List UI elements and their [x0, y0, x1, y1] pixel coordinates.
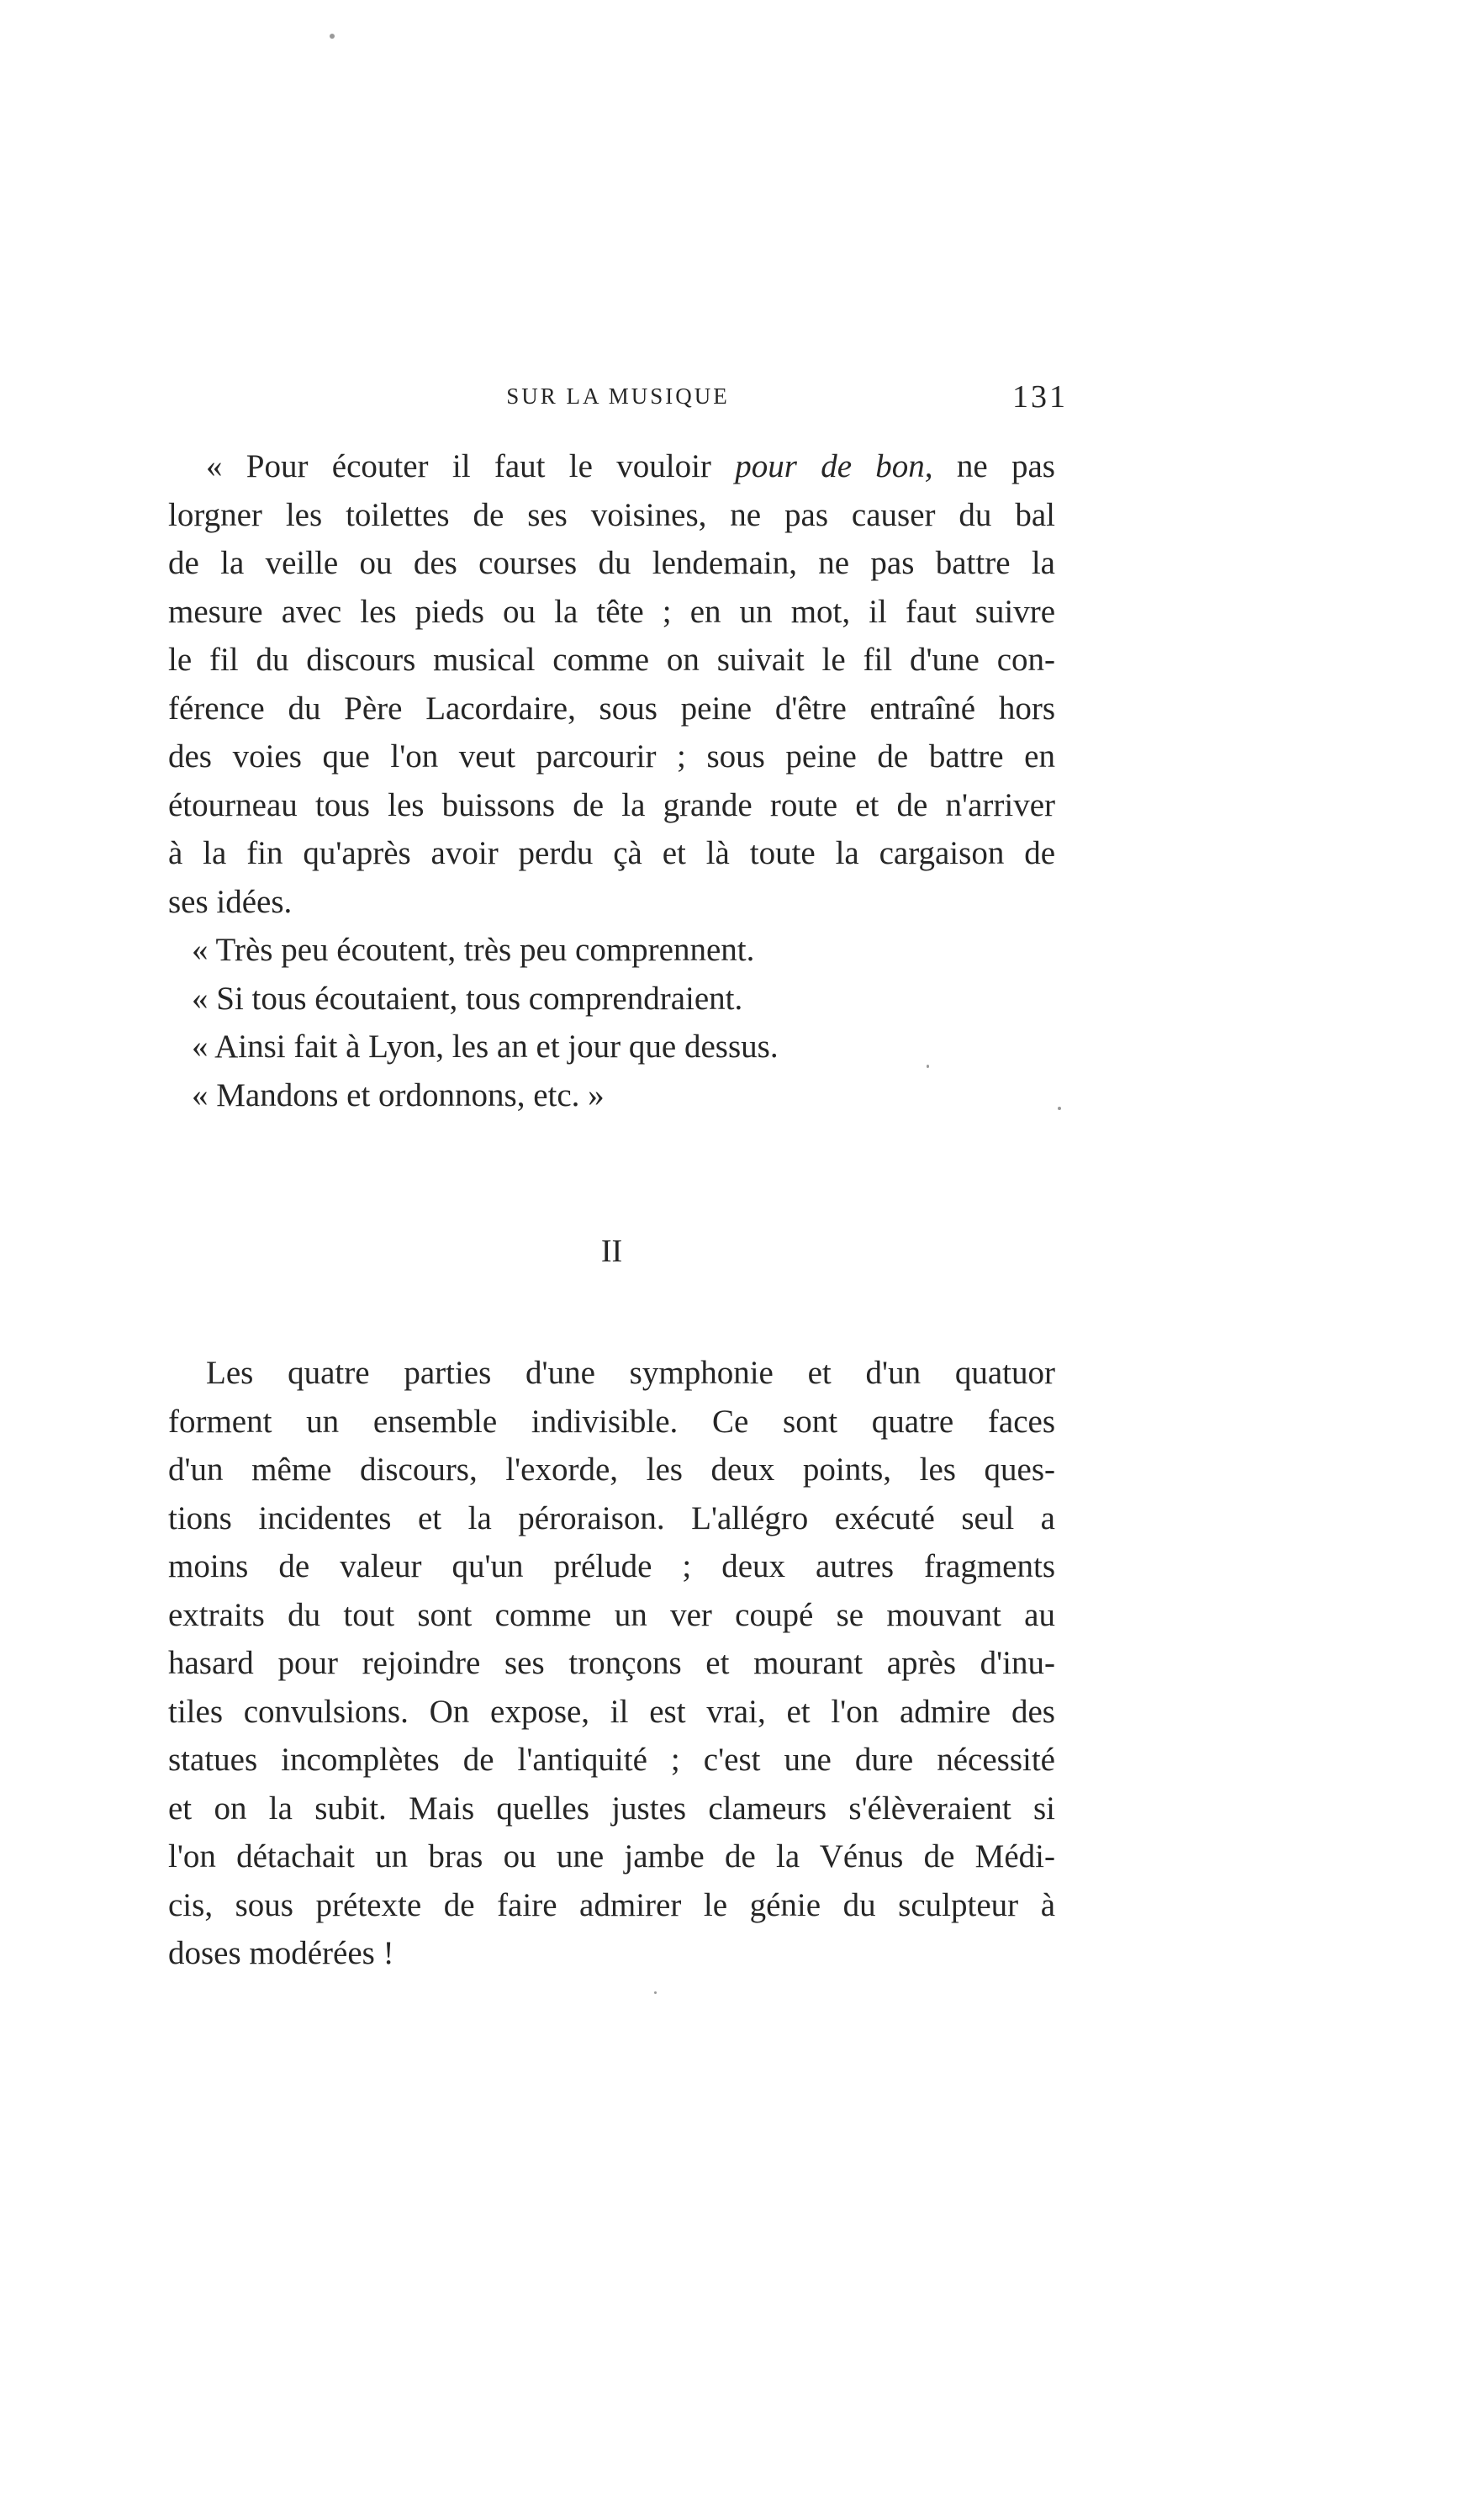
text-line: [168, 442, 1055, 491]
running-title: SUR LA MUSIQUE: [506, 383, 730, 409]
text-line: à la fin qu'après avoir perdu çà et là toute la cargaison de: [168, 835, 1055, 871]
text-line: l'on détachait un bras ou une jambe de la Vénus de Médi-: [168, 1838, 1055, 1875]
text-line: extraits du tout sont comme un ver coupé se mouvant au: [168, 1596, 1055, 1633]
paper-speck: [1058, 1107, 1061, 1110]
text-line: Les quatre parties d'une symphonie et d'un quatuor: [206, 1355, 1055, 1391]
text-line: et on la subit. Mais quelles justes clameurs s'élèveraient si: [168, 1790, 1055, 1827]
text-line: doses modérées !: [168, 1935, 394, 1971]
paper-speck: [654, 1991, 657, 1994]
running-head: [168, 378, 1068, 420]
text-line: des voies que l'on veut parcourir ; sous peine de battre en: [168, 738, 1055, 775]
first-passage: [168, 442, 1055, 1119]
text-line: ses idées.: [168, 883, 293, 920]
text-line: moins de valeur qu'un prélude ; deux autres fragments: [168, 1548, 1055, 1584]
text-line: mesure avec les pieds ou la tête ; en un mot, il faut suivre: [168, 593, 1055, 630]
text-fragment: « Pour écouter il faut le vouloir: [206, 448, 736, 484]
text-fragment: ne pas: [932, 448, 1055, 484]
text-line: de la veille ou des courses du lendemain, ne pas battre la: [168, 545, 1055, 581]
second-passage: [168, 1349, 1055, 1978]
quote-line: « Ainsi fait à Lyon, les an et jour que dessus.: [192, 1028, 779, 1065]
section-number: II: [600, 1234, 623, 1269]
text-line: étourneau tous les buissons de la grande route et de n'arriver: [168, 786, 1055, 823]
text-line: tions incidentes et la péroraison. L'allégro exécuté seul a: [168, 1499, 1055, 1536]
text-line: le fil du discours musical comme on suivait le fil d'une con-: [168, 642, 1055, 678]
text-line: férence du Père Lacordaire, sous peine d'être entraîné hors: [168, 690, 1055, 727]
page-number: 131: [1012, 379, 1068, 415]
paper-speck: [330, 34, 335, 39]
text-line: statues incomplètes de l'antiquité ; c'est une dure nécessité: [168, 1742, 1055, 1778]
text-line: cis, sous prétexte de faire admirer le génie du sculpteur à: [168, 1886, 1055, 1923]
text-line: d'un même discours, l'exorde, les deux points, les ques-: [168, 1452, 1055, 1488]
text-line: forment un ensemble indivisible. Ce sont quatre faces: [168, 1403, 1055, 1440]
quote-line: « Très peu écoutent, très peu comprennent.: [192, 932, 755, 968]
text-line: hasard pour rejoindre ses tronçons et mourant après d'inu-: [168, 1645, 1055, 1681]
text-line: tiles convulsions. On expose, il est vrai, et l'on admire des: [168, 1693, 1055, 1730]
quote-line: « Si tous écoutaient, tous comprendraient.: [192, 980, 743, 1017]
italic-phrase: pour de bon,: [735, 448, 933, 484]
quote-line: « Mandons et ordonnons, etc. »: [192, 1076, 605, 1113]
text-line: lorgner les toilettes de ses voisines, ne pas causer du bal: [168, 496, 1055, 533]
